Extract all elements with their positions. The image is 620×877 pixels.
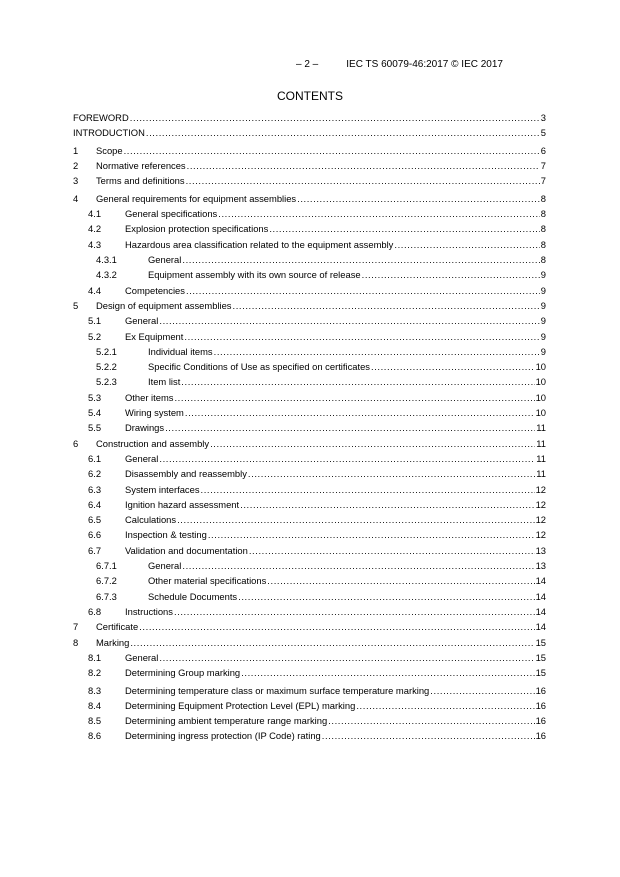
toc-leader-dots bbox=[248, 468, 535, 479]
toc-entry-label: General requirements for equipment assemblies bbox=[96, 192, 297, 204]
toc-leader-dots bbox=[185, 407, 535, 418]
toc-entry-page: 9 bbox=[540, 284, 546, 296]
toc-entry[interactable] bbox=[73, 560, 546, 575]
toc-leader-dots bbox=[249, 545, 535, 556]
toc-entry[interactable] bbox=[73, 127, 546, 145]
toc-entry-number: 6.7.2 bbox=[96, 575, 117, 587]
toc-entry-number: 6.3 bbox=[88, 483, 102, 495]
toc-entry-label: Explosion protection specifications bbox=[125, 223, 269, 235]
toc-entry[interactable] bbox=[73, 652, 546, 667]
toc-leader-dots bbox=[322, 730, 535, 741]
toc-entry-page: 8 bbox=[540, 208, 546, 220]
toc-entry-number: 8 bbox=[73, 636, 79, 648]
toc-entry[interactable] bbox=[73, 514, 546, 529]
toc-entry[interactable] bbox=[73, 438, 546, 453]
toc-leader-dots bbox=[297, 193, 540, 204]
toc-entry[interactable] bbox=[73, 407, 546, 422]
toc-entry-page: 14 bbox=[535, 575, 546, 587]
toc-entry-page: 10 bbox=[535, 361, 546, 373]
toc-entry-label: General specifications bbox=[125, 208, 218, 220]
toc-entry-label: Determining Equipment Protection Level (EPL) marking bbox=[125, 699, 356, 711]
toc-entry-label: General bbox=[125, 315, 159, 327]
toc-entry-page: 15 bbox=[535, 651, 546, 663]
toc-entry-number: 4.3 bbox=[88, 238, 102, 250]
toc-leader-dots bbox=[139, 621, 534, 632]
toc-entry[interactable] bbox=[73, 392, 546, 407]
toc-leader-dots bbox=[159, 453, 535, 464]
toc-leader-dots bbox=[269, 223, 539, 234]
toc-entry[interactable] bbox=[73, 346, 546, 361]
toc-entry-label: System interfaces bbox=[125, 483, 200, 495]
toc-entry-number: 8.4 bbox=[88, 699, 102, 711]
toc-entry[interactable] bbox=[73, 269, 546, 284]
toc-entry-label: Terms and definitions bbox=[96, 175, 185, 187]
toc-entry-label: Calculations bbox=[125, 514, 177, 526]
toc-entry[interactable] bbox=[73, 499, 546, 514]
toc-entry-page: 12 bbox=[535, 498, 546, 510]
toc-entry[interactable] bbox=[73, 223, 546, 238]
toc-entry-label: Certificate bbox=[96, 621, 139, 633]
toc-leader-dots bbox=[186, 285, 540, 296]
toc-entry-page: 10 bbox=[535, 391, 546, 403]
toc-entry-label: Normative references bbox=[96, 160, 186, 172]
toc-entry-number: 6.7.1 bbox=[96, 560, 117, 572]
toc-entry-page: 16 bbox=[535, 715, 546, 727]
toc-entry-label: Specific Conditions of Use as specified on certificates bbox=[148, 361, 370, 373]
toc-leader-dots bbox=[174, 606, 535, 617]
toc-entry[interactable] bbox=[73, 208, 546, 223]
toc-leader-dots bbox=[201, 484, 535, 495]
contents-title: CONTENTS bbox=[277, 89, 343, 103]
toc-entry-page: 3 bbox=[540, 112, 546, 123]
toc-entry-number: 5.2.2 bbox=[96, 361, 117, 373]
document-reference: IEC TS 60079-46:2017 © IEC 2017 bbox=[346, 59, 503, 70]
toc-leader-dots bbox=[240, 499, 534, 510]
toc-entry-label: General bbox=[148, 560, 182, 572]
toc-entry[interactable] bbox=[73, 606, 546, 621]
toc-entry-label: Marking bbox=[96, 636, 130, 648]
toc-entry-page: 16 bbox=[535, 730, 546, 742]
toc-entry[interactable] bbox=[73, 285, 546, 300]
toc-entry-page: 8 bbox=[540, 254, 546, 266]
page-number: – 2 – bbox=[296, 59, 319, 70]
toc-entry[interactable] bbox=[73, 193, 546, 208]
toc-entry-page: 12 bbox=[535, 483, 546, 495]
toc-entry-number: 7 bbox=[73, 621, 79, 633]
toc-leader-dots bbox=[186, 175, 540, 186]
page-header bbox=[296, 59, 503, 70]
toc-entry-page: 10 bbox=[535, 376, 546, 388]
toc-entry-label: FOREWORD bbox=[73, 112, 129, 123]
toc-leader-dots bbox=[210, 438, 535, 449]
toc-entry-page: 9 bbox=[540, 299, 546, 311]
toc-entry-page: 8 bbox=[540, 192, 546, 204]
toc-entry-page: 7 bbox=[540, 160, 546, 172]
toc-entry[interactable] bbox=[73, 175, 546, 193]
toc-entry-number: 6.2 bbox=[88, 468, 102, 480]
toc-leader-dots bbox=[218, 208, 540, 219]
toc-entry-number: 5.2.3 bbox=[96, 376, 117, 388]
toc-entry-number: 4.4 bbox=[88, 284, 102, 296]
toc-entry-number: 6.1 bbox=[88, 452, 102, 464]
toc-leader-dots bbox=[241, 667, 534, 678]
toc-entry-page: 15 bbox=[535, 667, 546, 679]
toc-entry-number: 5 bbox=[73, 299, 79, 311]
toc-entry-label: Instructions bbox=[125, 605, 173, 617]
toc-entry-page: 7 bbox=[540, 175, 546, 187]
toc-entry-page: 11 bbox=[536, 452, 546, 464]
toc-entry-label: Validation and documentation bbox=[125, 544, 248, 556]
toc-entry[interactable] bbox=[73, 730, 546, 745]
toc-entry-label: Determining ambient temperature range marking bbox=[125, 715, 328, 727]
toc-entry-label: General bbox=[125, 452, 159, 464]
toc-leader-dots bbox=[184, 331, 539, 342]
toc-entry-number: 5.3 bbox=[88, 391, 102, 403]
toc-entry-page: 14 bbox=[535, 621, 546, 633]
toc-leader-dots bbox=[159, 652, 534, 663]
toc-leader-dots bbox=[146, 127, 540, 138]
toc-entry-page: 16 bbox=[535, 699, 546, 711]
toc-leader-dots bbox=[130, 637, 534, 648]
toc-entry-number: 4.3.2 bbox=[96, 269, 117, 281]
toc-leader-dots bbox=[430, 685, 534, 696]
toc-entry-label: Construction and assembly bbox=[96, 437, 210, 449]
toc-entry[interactable] bbox=[73, 685, 546, 700]
toc-entry[interactable] bbox=[73, 453, 546, 468]
toc-entry-number: 5.5 bbox=[88, 422, 102, 434]
toc-entry-page: 14 bbox=[535, 590, 546, 602]
toc-leader-dots bbox=[238, 591, 534, 602]
toc-entry-label: Inspection & testing bbox=[125, 529, 207, 541]
toc-entry-label: Ignition hazard assessment bbox=[125, 498, 240, 510]
toc-leader-dots bbox=[182, 560, 534, 571]
toc-entry-page: 8 bbox=[540, 238, 546, 250]
toc-entry-label: Wiring system bbox=[125, 407, 184, 419]
toc-leader-dots bbox=[356, 700, 534, 711]
toc-leader-dots bbox=[328, 715, 534, 726]
toc-entry-page: 9 bbox=[540, 315, 546, 327]
toc-entry[interactable] bbox=[73, 254, 546, 269]
toc-entry-number: 8.3 bbox=[88, 684, 102, 696]
toc-entry-page: 12 bbox=[535, 529, 546, 541]
toc-entry-number: 5.4 bbox=[88, 407, 102, 419]
toc-entry[interactable] bbox=[73, 484, 546, 499]
toc-entry-label: Schedule Documents bbox=[148, 590, 238, 602]
toc-entry-label: INTRODUCTION bbox=[73, 127, 145, 139]
toc-entry[interactable] bbox=[73, 112, 546, 127]
toc-entry-number: 6.8 bbox=[88, 605, 102, 617]
toc-entry-label: Item list bbox=[148, 376, 181, 388]
toc-entry-number: 6.7 bbox=[88, 544, 102, 556]
toc-entry-number: 4.1 bbox=[88, 208, 102, 220]
toc-entry[interactable] bbox=[73, 315, 546, 330]
toc-leader-dots bbox=[187, 160, 540, 171]
toc-entry-number: 4 bbox=[73, 192, 79, 204]
toc-entry[interactable] bbox=[73, 667, 546, 685]
toc-leader-dots bbox=[208, 529, 535, 540]
toc-entry[interactable] bbox=[73, 145, 546, 160]
toc-entry-page: 9 bbox=[540, 330, 546, 342]
toc-entry-label: Competencies bbox=[125, 284, 185, 296]
toc-entry-label: General bbox=[125, 651, 159, 663]
toc-entry-label: Equipment assembly with its own source of release bbox=[148, 269, 361, 281]
toc-entry[interactable] bbox=[73, 575, 546, 590]
toc-entry-page: 12 bbox=[535, 514, 546, 526]
toc-leader-dots bbox=[394, 239, 539, 250]
toc-entry[interactable] bbox=[73, 422, 546, 437]
toc-leader-dots bbox=[362, 269, 540, 280]
toc-entry[interactable] bbox=[73, 545, 546, 560]
toc-entry-label: Individual items bbox=[148, 345, 213, 357]
toc-entry-number: 4.3.1 bbox=[96, 254, 117, 266]
toc-entry-number: 8.2 bbox=[88, 667, 102, 679]
toc-entry-label: General bbox=[148, 254, 182, 266]
toc-entry-number: 8.1 bbox=[88, 651, 102, 663]
toc-entry-label: Scope bbox=[96, 144, 123, 156]
toc-entry-number: 6 bbox=[73, 437, 79, 449]
toc-entry-page: 11 bbox=[536, 468, 546, 480]
toc-entry-number: 6.4 bbox=[88, 498, 102, 510]
toc-entry-label: Determining ingress protection (IP Code) rating bbox=[125, 730, 321, 742]
toc-entry-number: 4.2 bbox=[88, 223, 102, 235]
table-of-contents bbox=[73, 112, 546, 746]
toc-entry-label: Design of equipment assemblies bbox=[96, 299, 232, 311]
toc-entry-number: 5.1 bbox=[88, 315, 102, 327]
toc-entry[interactable] bbox=[73, 715, 546, 730]
toc-entry-page: 13 bbox=[535, 560, 546, 572]
toc-entry-number: 8.6 bbox=[88, 730, 102, 742]
toc-leader-dots bbox=[130, 112, 540, 123]
toc-entry-label: Other material specifications bbox=[148, 575, 267, 587]
toc-entry-label: Ex Equipment bbox=[125, 330, 184, 342]
toc-entry-page: 5 bbox=[540, 127, 546, 139]
toc-entry[interactable] bbox=[73, 376, 546, 391]
toc-entry-page: 16 bbox=[535, 684, 546, 696]
toc-entry-label: Other items bbox=[125, 391, 174, 403]
toc-entry-number: 5.2.1 bbox=[96, 345, 117, 357]
toc-entry-label: Disassembly and reassembly bbox=[125, 468, 247, 480]
toc-entry-page: 14 bbox=[535, 605, 546, 617]
toc-entry-page: 15 bbox=[535, 636, 546, 648]
toc-entry-page: 11 bbox=[536, 437, 546, 449]
toc-entry-page: 6 bbox=[540, 144, 546, 156]
toc-leader-dots bbox=[233, 300, 540, 311]
toc-entry-number: 6.6 bbox=[88, 529, 102, 541]
toc-entry[interactable] bbox=[73, 700, 546, 715]
toc-entry[interactable] bbox=[73, 239, 546, 254]
toc-entry[interactable] bbox=[73, 160, 546, 175]
toc-entry-page: 11 bbox=[536, 422, 546, 434]
toc-leader-dots bbox=[181, 376, 534, 387]
toc-leader-dots bbox=[177, 514, 534, 525]
toc-leader-dots bbox=[214, 346, 540, 357]
toc-entry-page: 13 bbox=[535, 544, 546, 556]
toc-leader-dots bbox=[182, 254, 539, 265]
toc-leader-dots bbox=[165, 422, 535, 433]
toc-leader-dots bbox=[159, 315, 539, 326]
toc-leader-dots bbox=[124, 145, 540, 156]
toc-entry[interactable] bbox=[73, 591, 546, 606]
toc-entry[interactable] bbox=[73, 637, 546, 652]
toc-entry-number: 1 bbox=[73, 144, 79, 156]
toc-entry[interactable] bbox=[73, 621, 546, 636]
toc-leader-dots bbox=[267, 575, 534, 586]
toc-entry-label: Determining Group marking bbox=[125, 667, 241, 679]
toc-entry-number: 6.5 bbox=[88, 514, 102, 526]
toc-entry-number: 3 bbox=[73, 175, 79, 187]
toc-entry-label: Hazardous area classification related to the equipment assembly bbox=[125, 238, 394, 250]
toc-entry[interactable] bbox=[73, 361, 546, 376]
toc-entry[interactable] bbox=[73, 468, 546, 483]
toc-entry[interactable] bbox=[73, 331, 546, 346]
toc-entry-number: 5.2 bbox=[88, 330, 102, 342]
toc-entry-page: 8 bbox=[540, 223, 546, 235]
toc-entry-number: 8.5 bbox=[88, 715, 102, 727]
toc-entry-page: 10 bbox=[535, 407, 546, 419]
toc-leader-dots bbox=[371, 361, 535, 372]
toc-entry[interactable] bbox=[73, 529, 546, 544]
toc-entry-label: Drawings bbox=[125, 422, 165, 434]
toc-leader-dots bbox=[174, 392, 534, 403]
toc-entry-label: Determining temperature class or maximum surface temperature marking bbox=[125, 684, 430, 696]
toc-entry-number: 6.7.3 bbox=[96, 590, 117, 602]
toc-entry-page: 9 bbox=[540, 269, 546, 281]
toc-entry-number: 2 bbox=[73, 160, 79, 172]
toc-entry-page: 9 bbox=[540, 345, 546, 357]
toc-entry[interactable] bbox=[73, 300, 546, 315]
